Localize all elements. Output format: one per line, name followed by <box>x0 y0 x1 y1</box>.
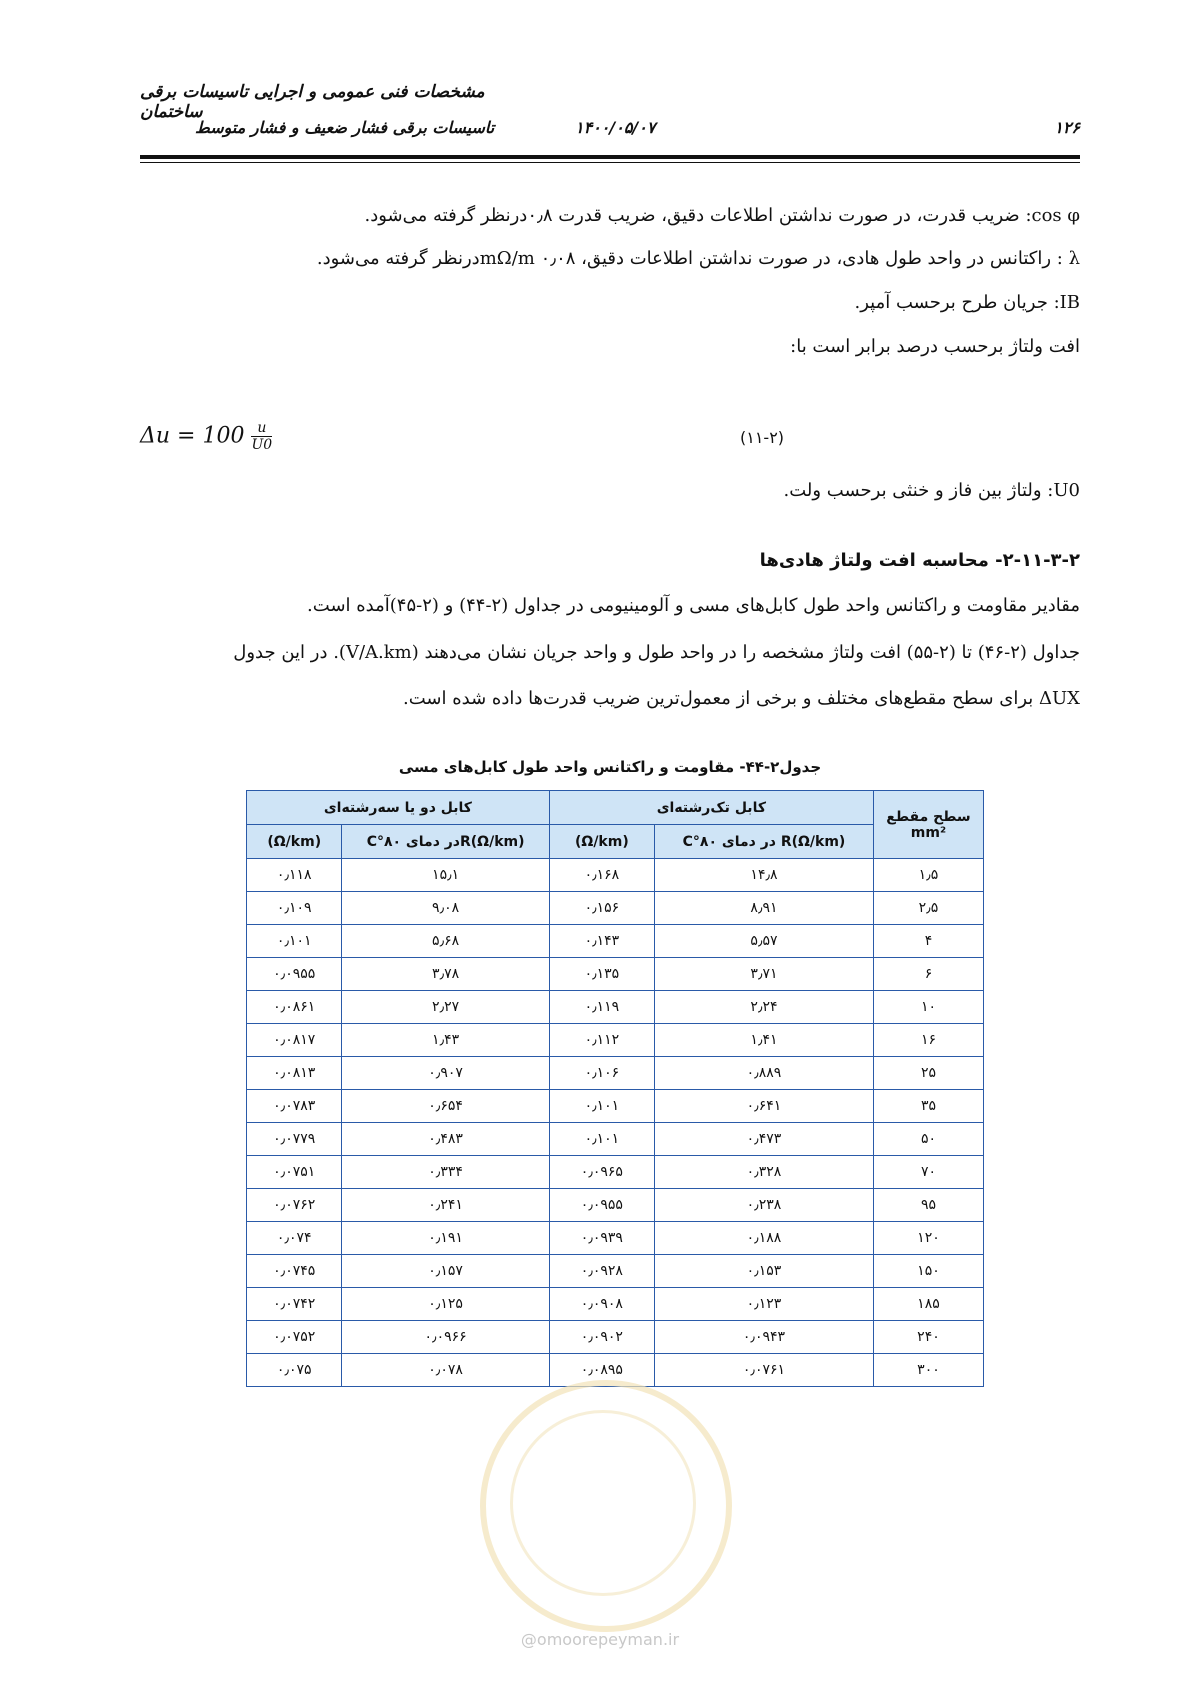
subheader-r-single: R(Ω/km) در دمای ۸۰°C <box>655 825 874 859</box>
cell-r-single: ۰٫۰۷۶۱ <box>655 1354 874 1387</box>
cell-x-single: ۰٫۰۹۵۵ <box>549 1189 654 1222</box>
equation <box>140 420 272 453</box>
table-row <box>247 859 984 892</box>
cell-x-single: ۰٫۱۶۸ <box>549 859 654 892</box>
cell-r-single: ۰٫۸۸۹ <box>655 1057 874 1090</box>
cell-r-single: ۸٫۹۱ <box>655 892 874 925</box>
cell-r-multi: ۰٫۰۹۶۶ <box>342 1321 549 1354</box>
header-section-unit: mm² <box>910 824 947 841</box>
cell-r-multi: ۰٫۲۴۱ <box>342 1189 549 1222</box>
cell-section: ۷۰ <box>873 1156 983 1189</box>
cell-x-single: ۰٫۱۱۲ <box>549 1024 654 1057</box>
subheader-r-multi: R(Ω/km)در دمای ۸۰°C <box>342 825 549 859</box>
cell-x-single: ۰٫۱۳۵ <box>549 958 654 991</box>
cell-section: ۳۵ <box>873 1090 983 1123</box>
cell-section: ۲٫۵ <box>873 892 983 925</box>
cell-x-multi: ۰٫۰۷۵۲ <box>247 1321 342 1354</box>
table-row <box>247 1255 984 1288</box>
cell-r-single: ۰٫۴۷۳ <box>655 1123 874 1156</box>
table-row <box>247 991 984 1024</box>
cell-x-multi: ۰٫۰۸۶۱ <box>247 991 342 1024</box>
cell-x-single: ۰٫۱۰۱ <box>549 1090 654 1123</box>
cell-section: ۳۰۰ <box>873 1354 983 1387</box>
cell-x-single: ۰٫۰۹۰۸ <box>549 1288 654 1321</box>
cell-r-multi: ۲٫۲۷ <box>342 991 549 1024</box>
cell-r-single: ۱۴٫۸ <box>655 859 874 892</box>
cell-x-single: ۰٫۰۹۲۸ <box>549 1255 654 1288</box>
cell-r-single: ۰٫۱۲۳ <box>655 1288 874 1321</box>
cell-r-single: ۰٫۰۹۴۳ <box>655 1321 874 1354</box>
cell-r-multi: ۰٫۱۲۵ <box>342 1288 549 1321</box>
cell-x-single: ۰٫۱۴۳ <box>549 925 654 958</box>
header-rule-thin <box>140 162 1080 163</box>
cell-r-single: ۱٫۴۱ <box>655 1024 874 1057</box>
cell-r-multi: ۰٫۱۵۷ <box>342 1255 549 1288</box>
cell-section: ۱۵۰ <box>873 1255 983 1288</box>
cell-x-single: ۰٫۰۹۳۹ <box>549 1222 654 1255</box>
cell-r-single: ۰٫۱۸۸ <box>655 1222 874 1255</box>
paragraph-u0: U0: ولتاژ بین فاز و خنثی برحسب ولت. <box>783 480 1080 501</box>
cell-r-single: ۲٫۲۴ <box>655 991 874 1024</box>
table-row <box>247 1156 984 1189</box>
watermark-seal-inner <box>510 1410 696 1596</box>
equation-fraction <box>251 420 272 453</box>
cell-x-multi: ۰٫۱۱۸ <box>247 859 342 892</box>
page-number: ۱۲۶ <box>1054 118 1080 137</box>
table-row <box>247 1222 984 1255</box>
table-row <box>247 1321 984 1354</box>
cell-r-multi: ۰٫۰۷۸ <box>342 1354 549 1387</box>
header-row <box>140 118 1080 142</box>
cell-section: ۱۰ <box>873 991 983 1024</box>
table-row <box>247 892 984 925</box>
table-row <box>247 958 984 991</box>
cell-r-multi: ۰٫۴۸۳ <box>342 1123 549 1156</box>
table-row <box>247 1288 984 1321</box>
cell-x-multi: ۰٫۰۷۶۲ <box>247 1189 342 1222</box>
cell-x-single: ۰٫۱۰۶ <box>549 1057 654 1090</box>
header-subtitle: تاسیسات برقی فشار ضعیف و فشار متوسط <box>195 118 495 137</box>
paragraph-tables-range: جداول (۲-۴۶) تا (۲-۵۵) افت ولتاژ مشخصه را در واحد طول و واحد جریان نشان می‌دهند (V/A.km). در این جدول <box>233 642 1080 663</box>
header-section <box>873 791 983 859</box>
cable-resistance-table <box>246 790 984 1387</box>
cell-section: ۱۸۵ <box>873 1288 983 1321</box>
cell-x-multi: ۰٫۰۷۵ <box>247 1354 342 1387</box>
cell-x-multi: ۰٫۰۷۴ <box>247 1222 342 1255</box>
cell-r-multi: ۹٫۰۸ <box>342 892 549 925</box>
table-row <box>247 1090 984 1123</box>
header-multi-core: کابل دو یا سه‌رشته‌ای <box>247 791 550 825</box>
cell-x-multi: ۰٫۰۸۱۳ <box>247 1057 342 1090</box>
table-row <box>247 1024 984 1057</box>
cell-section: ۱٫۵ <box>873 859 983 892</box>
cell-r-multi: ۰٫۹۰۷ <box>342 1057 549 1090</box>
header-single-core: کابل تک‌رشته‌ای <box>549 791 873 825</box>
cell-x-multi: ۰٫۰۷۴۲ <box>247 1288 342 1321</box>
cell-r-multi: ۱۵٫۱ <box>342 859 549 892</box>
cell-x-multi: ۰٫۰۷۷۹ <box>247 1123 342 1156</box>
cell-x-single: ۰٫۰۹۰۲ <box>549 1321 654 1354</box>
cell-r-multi: ۰٫۳۳۴ <box>342 1156 549 1189</box>
cell-x-single: ۰٫۰۸۹۵ <box>549 1354 654 1387</box>
cell-section: ۵۰ <box>873 1123 983 1156</box>
equation-number: (۱۱-۲) <box>740 428 785 447</box>
cell-r-single: ۳٫۷۱ <box>655 958 874 991</box>
cell-x-multi: ۰٫۰۷۴۵ <box>247 1255 342 1288</box>
cell-section: ۱۶ <box>873 1024 983 1057</box>
table-row <box>247 1123 984 1156</box>
table-row <box>247 1189 984 1222</box>
cell-r-single: ۰٫۳۲۸ <box>655 1156 874 1189</box>
subheader-x-single: (Ω/km) <box>549 825 654 859</box>
watermark-site: @omoorepeyman.ir <box>520 1630 680 1649</box>
cell-x-single: ۰٫۱۵۶ <box>549 892 654 925</box>
cell-x-single: ۰٫۰۹۶۵ <box>549 1156 654 1189</box>
cell-x-single: ۰٫۱۱۹ <box>549 991 654 1024</box>
paragraph-tables-intro: مقادیر مقاومت و راکتانس واحد طول کابل‌های مسی و آلومینیومی در جداول (۲-۴۴) و (۲-۴۵)آمده است. <box>307 595 1080 616</box>
section-heading: ۲-۱۱-۳-۲- محاسبه افت ولتاژ هادی‌ها <box>759 550 1080 571</box>
table-row <box>247 925 984 958</box>
cell-r-multi: ۵٫۶۸ <box>342 925 549 958</box>
cell-r-multi: ۱٫۴۳ <box>342 1024 549 1057</box>
cell-r-single: ۵٫۵۷ <box>655 925 874 958</box>
paragraph-reactance: λ : راکتانس در واحد طول هادی، در صورت نداشتن اطلاعات دقیق، ۰٫۰۸ mΩ/mدرنظر گرفته می‌شود. <box>316 248 1080 269</box>
cell-section: ۶ <box>873 958 983 991</box>
cell-x-multi: ۰٫۰۷۵۱ <box>247 1156 342 1189</box>
equation-numerator: u <box>251 420 272 437</box>
equation-lhs: Δu = 100 <box>140 423 245 449</box>
cell-r-single: ۰٫۶۴۱ <box>655 1090 874 1123</box>
paragraph-current: IB: جریان طرح برحسب آمپر. <box>854 292 1080 313</box>
table-body <box>247 859 984 1387</box>
cell-r-single: ۰٫۱۵۳ <box>655 1255 874 1288</box>
cell-x-multi: ۰٫۱۰۹ <box>247 892 342 925</box>
cell-section: ۴ <box>873 925 983 958</box>
cell-r-multi: ۳٫۷۸ <box>342 958 549 991</box>
equation-denominator: U0 <box>251 437 273 453</box>
cell-section: ۹۵ <box>873 1189 983 1222</box>
cell-x-multi: ۰٫۰۹۵۵ <box>247 958 342 991</box>
header-title: مشخصات فنی عمومی و اجرایی تاسیسات برقی ساختمان <box>140 82 485 122</box>
paragraph-delta-ux: ΔUX برای سطح مقطع‌های مختلف و برخی از معمول‌ترین ضریب قدرت‌ها داده شده است. <box>403 688 1080 709</box>
cell-x-multi: ۰٫۱۰۱ <box>247 925 342 958</box>
cell-x-single: ۰٫۱۰۱ <box>549 1123 654 1156</box>
cell-x-multi: ۰٫۰۷۸۳ <box>247 1090 342 1123</box>
table-row <box>247 1057 984 1090</box>
paragraph-cos-phi: cos φ: ضریب قدرت، در صورت نداشتن اطلاعات دقیق، ضریب قدرت ۰٫۸درنظر گرفته می‌شود. <box>364 205 1080 226</box>
table-caption: جدول۲-۴۴- مقاومت و راکتانس واحد طول کابل‌های مسی <box>398 758 822 776</box>
cell-x-multi: ۰٫۰۸۱۷ <box>247 1024 342 1057</box>
cell-section: ۲۵ <box>873 1057 983 1090</box>
cell-section: ۲۴۰ <box>873 1321 983 1354</box>
cell-r-single: ۰٫۲۳۸ <box>655 1189 874 1222</box>
header-section-label: سطح مقطع <box>886 808 971 825</box>
header-date: ۱۴۰۰/۰۵/۰۷ <box>575 118 656 137</box>
paragraph-voltage-drop: افت ولتاژ برحسب درصد برابر است با: <box>790 336 1080 357</box>
subheader-x-multi: (Ω/km) <box>247 825 342 859</box>
cell-section: ۱۲۰ <box>873 1222 983 1255</box>
cell-r-multi: ۰٫۶۵۴ <box>342 1090 549 1123</box>
header-rule-thick <box>140 155 1080 159</box>
cell-r-multi: ۰٫۱۹۱ <box>342 1222 549 1255</box>
